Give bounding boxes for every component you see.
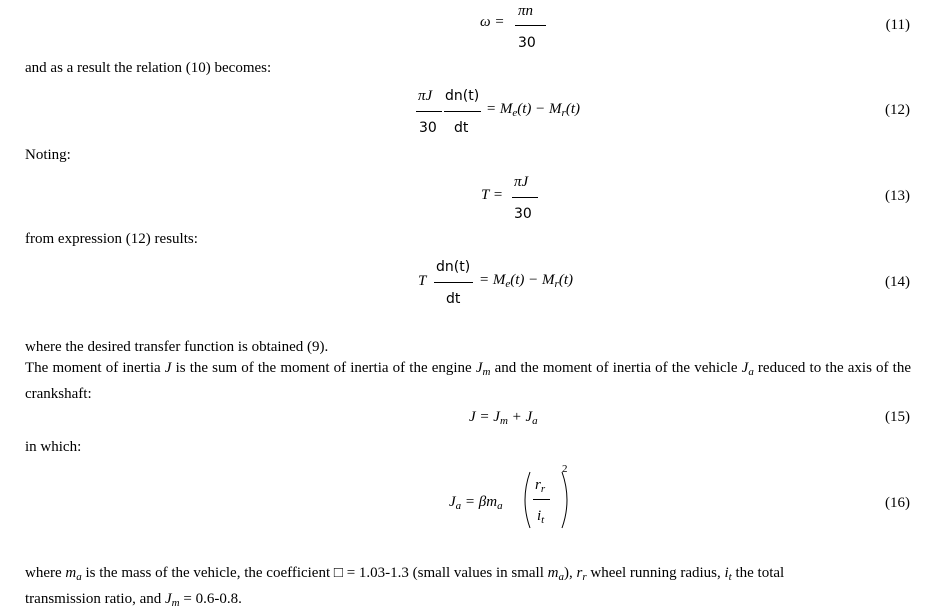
eq11-numerator: πn [518, 3, 534, 19]
eq14-rhs: = $M_e(t) - M_r(t)$ [479, 272, 573, 290]
paragraph-5: The moment of inertia J is the sum of the moment of inertia of the engine $J_m$ and the moment of inertia of the vehicle $J_a$ reduced to the axis of the crankshaft: [25, 360, 911, 402]
eq16-denominator: $i_t$ [537, 508, 545, 526]
eq12-frac1-bar [416, 111, 442, 112]
eq12-frac2-denominator: dt [454, 120, 469, 136]
eq14-denominator: dt [446, 291, 461, 307]
eq12-rhs: = $M_e(t) - M_r(t)$ [486, 101, 580, 119]
eq13-numerator: πJ [514, 174, 529, 190]
paragraph-7: where $m_a$ is the mass of the vehicle, the coefficient □ = 1.03-1.3 (small values in small $m_a$), $r_r$ wheel running radius, $i_t$ the total transmission ratio, and $J_m = 0.6-0.8$. [25, 565, 785, 609]
eq13-fraction-bar [512, 197, 538, 198]
eq13-number: (13) [885, 188, 910, 204]
eq14-fraction-bar [434, 282, 473, 283]
eq16-fraction-bar [533, 499, 550, 500]
paragraph-4: where the desired transfer function is obtained (9). [25, 339, 329, 355]
eq16-parentheses [518, 468, 578, 532]
eq12-number: (12) [885, 102, 910, 118]
eq11-fraction-bar [515, 25, 546, 26]
paragraph-3: from expression (12) results: [25, 231, 198, 247]
eq11-number: (11) [885, 17, 910, 33]
paragraph-6: in which: [25, 439, 82, 455]
paragraph-2: Noting: [25, 147, 71, 163]
eq12-frac1-numerator: πJ [418, 88, 433, 104]
paragraph-1: and as a result the relation (10) becomes: [25, 60, 272, 76]
eq15-body: $J = J_m + J_a$ [469, 409, 538, 427]
eq16-number: (16) [885, 495, 910, 511]
eq11-lhs: ω = [480, 14, 505, 30]
eq13-denominator: 30 [514, 206, 532, 222]
eq16-numerator: $r_r$ [535, 477, 546, 495]
eq13-lhs: T = [481, 187, 503, 203]
eq12-frac2-bar [444, 111, 481, 112]
missing-glyph-box: □ [333, 565, 343, 581]
eq12-frac2-numerator: dn(t) [445, 88, 480, 104]
eq14-lhs: T [418, 273, 427, 289]
eq14-numerator: dn(t) [436, 259, 471, 275]
eq16-exponent: 2 [562, 463, 568, 475]
eq11-denominator: 30 [518, 35, 536, 51]
eq12-frac1-denominator: 30 [419, 120, 437, 136]
eq15-number: (15) [885, 409, 910, 425]
eq14-number: (14) [885, 274, 910, 290]
eq16-lhs: $J_a = \beta m_a$ [449, 494, 503, 512]
